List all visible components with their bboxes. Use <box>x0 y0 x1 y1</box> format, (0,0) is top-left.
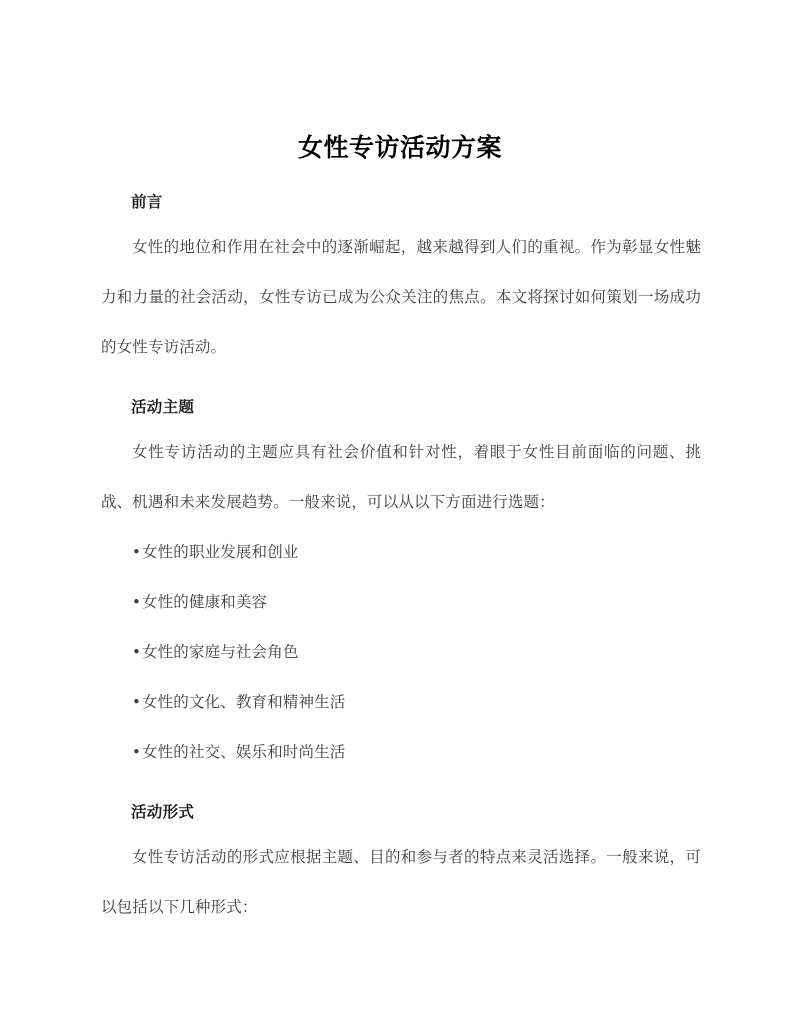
section-heading-format: 活动形式 <box>131 802 195 821</box>
page-title: 女性专访活动方案 <box>297 133 502 162</box>
list-item <box>132 627 701 677</box>
paragraph-format: 女性专访活动的形式应根据主题、目的和参与者的特点来灵活选择。一般来说，可以包括以下几种形式： <box>101 848 701 916</box>
bullet-icon: • <box>132 593 141 611</box>
paragraph-preface: 女性的地位和作用在社会中的逐渐崛起，越来越得到人们的重视。作为彰显女性魅力和力量的社会活动，女性专访已成为公众关注的焦点。本文将探讨如何策划一场成功的女性专访活动。 <box>101 238 701 356</box>
document-content <box>101 162 701 932</box>
list-item-label: 女性的家庭与社会角色 <box>142 643 299 661</box>
list-item-label: 女性的职业发展和创业 <box>142 543 299 561</box>
list-item <box>132 577 701 627</box>
list-item <box>132 527 701 577</box>
section-heading-preface: 前言 <box>131 192 163 211</box>
bullet-icon: • <box>132 543 141 561</box>
list-item-label: 女性的健康和美容 <box>142 593 268 611</box>
list-item-label: 女性的文化、教育和精神生活 <box>142 693 346 711</box>
list-item <box>132 677 701 727</box>
bullet-icon: • <box>132 643 141 661</box>
list-item-label: 女性的社交、娱乐和时尚生活 <box>142 743 346 761</box>
bullet-icon: • <box>132 693 141 711</box>
bullet-icon: • <box>132 743 141 761</box>
paragraph-theme: 女性专访活动的主题应具有社会价值和针对性，着眼于女性目前面临的问题、挑战、机遇和未来发展趋势。一般来说，可以从以下方面进行选题： <box>101 443 701 511</box>
section-heading-theme: 活动主题 <box>131 397 195 416</box>
theme-bullet-list <box>101 527 701 777</box>
list-item <box>132 727 701 777</box>
